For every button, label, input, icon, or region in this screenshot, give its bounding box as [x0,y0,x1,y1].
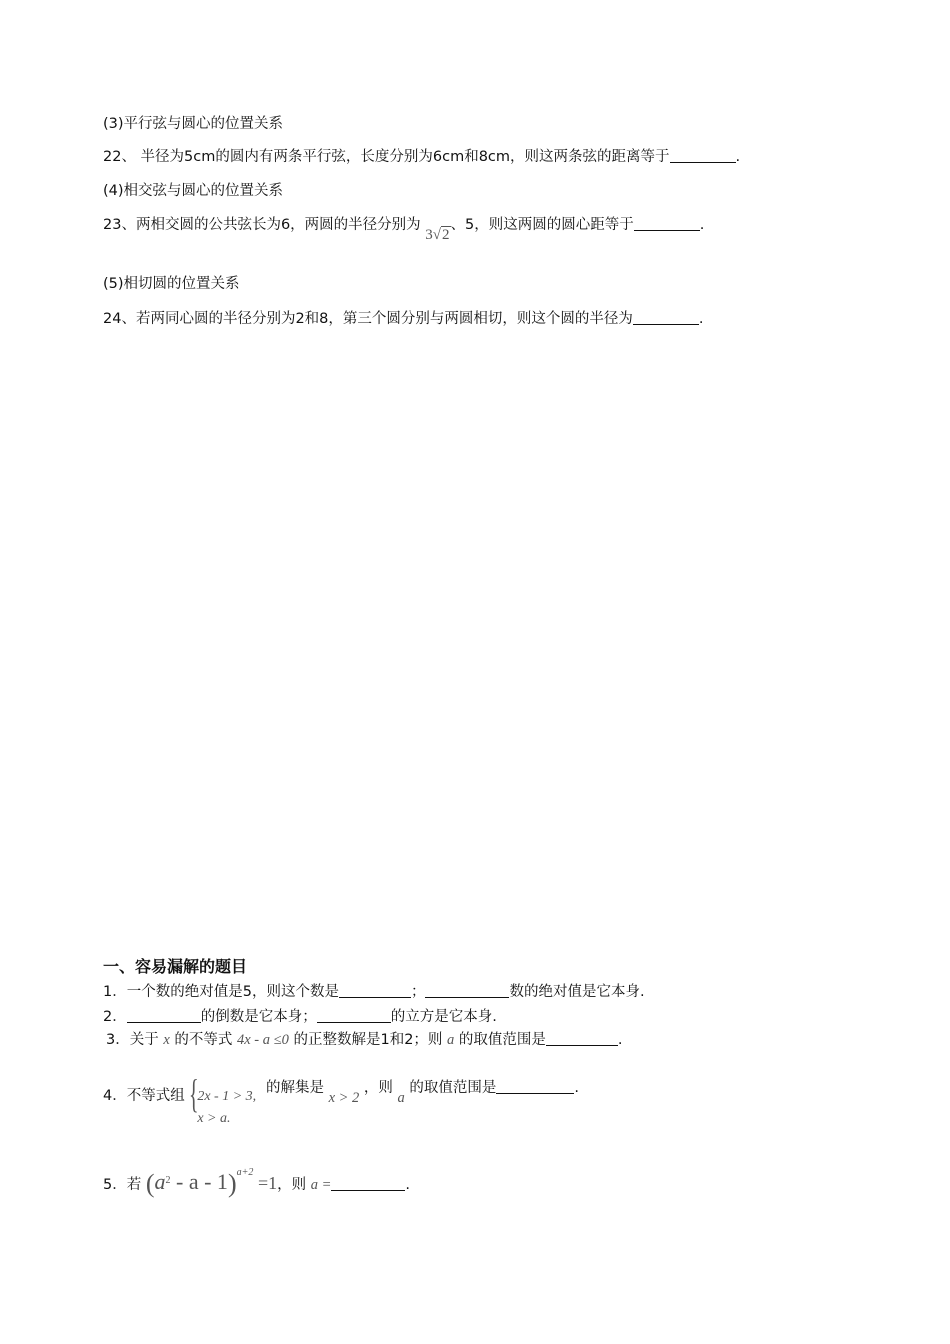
question-2 [103,1007,497,1027]
question-3 [106,1030,623,1050]
section-heading: 一、容易漏解的题目 [103,957,248,976]
base-rest: - a - 1 [170,1169,228,1194]
q3-text-a: 3．关于 [106,1032,159,1048]
q5-text-b: ，则 [277,1177,307,1193]
q2-text-c: 的立方是它本身. [390,1009,497,1025]
sqrt-coef: 3 [425,227,433,243]
answer-blank[interactable] [339,983,411,998]
period: . [699,217,705,233]
q3-text-c: 的正整数解是1和2；则 [293,1032,443,1048]
left-paren: ( [145,1169,155,1198]
answer-blank[interactable] [425,983,509,998]
square-exponent: 2 [165,1175,171,1187]
answer-blank[interactable] [127,1008,201,1023]
question-1 [103,982,645,1002]
system-line-2: x > a. [197,1111,231,1126]
answer-blank[interactable] [546,1031,618,1046]
q23-text-b: 、5，则这两圆的圆心距等于 [450,217,634,233]
answer-blank[interactable] [634,216,700,231]
heading-3: (3)平行弦与圆心的位置关系 [103,116,284,132]
q3-text-d: 的取值范围是 [458,1032,546,1048]
sqrt-radicand: 2 [442,227,450,243]
period: . [574,1080,579,1096]
question-23 [103,215,705,243]
q5-text-a: 5．若 [103,1177,142,1193]
q4-text-c: ，则 [363,1080,393,1096]
q1-text-b: ； [410,984,426,1000]
base-a: a [154,1169,166,1194]
q2-text-a: 2． [103,1009,127,1025]
heading-4: (4)相交弦与圆心的位置关系 [103,183,284,199]
inequality-expr: 4x - a ≤0 [237,1032,289,1048]
question-4 [103,1071,579,1126]
solution-condition: x > 2 [328,1090,360,1106]
q4-text-d: 的取值范围是 [409,1080,497,1096]
answer-blank[interactable] [496,1079,574,1094]
question-24 [103,309,704,329]
q1-text-a: 1．一个数的绝对值是5，则这个数是 [103,984,339,1000]
var-x: x [163,1032,170,1048]
period: . [735,149,741,165]
inequality-system [189,1071,261,1126]
right-paren: ) [227,1169,237,1198]
q23-text-a: 23、两相交圆的公共弦长为6，两圆的半径分别为 [103,217,421,233]
period: . [617,1032,623,1048]
question-5 [103,1158,410,1200]
power-exponent: a+2 [236,1167,254,1178]
answer-blank[interactable] [633,310,699,325]
question-22 [103,147,740,167]
q3-text-b: 的不等式 [174,1032,233,1048]
heading-5: (5)相切圆的位置关系 [103,276,240,292]
q4-text-a: 4．不等式组 [103,1088,185,1104]
q2-text-b: 的倒数是它本身； [200,1009,317,1025]
q22-text: 22、 半径为5cm的圆内有两条平行弦，长度分别为6cm和8cm，则这两条弦的距离等于 [103,149,670,165]
answer-blank[interactable] [331,1176,405,1191]
sqrt-expression: 3√2 [425,227,450,243]
q1-text-c: 数的绝对值是它本身. [509,984,645,1000]
var-a-equals: a = [310,1177,332,1193]
system-line-1: 2x - 1 > 3, [197,1089,257,1104]
answer-blank[interactable] [317,1008,391,1023]
period: . [698,311,704,327]
brace-icon: { [189,1071,199,1116]
equals-one: =1 [257,1173,278,1193]
var-a: a [447,1032,455,1048]
answer-blank[interactable] [670,148,736,163]
var-a: a [397,1090,405,1106]
period: . [405,1177,411,1193]
q24-text: 24、若两同心圆的半径分别为2和8，第三个圆分别与两圆相切，则这个圆的半径为 [103,311,633,327]
q4-text-b: 的解集是 [265,1080,324,1096]
